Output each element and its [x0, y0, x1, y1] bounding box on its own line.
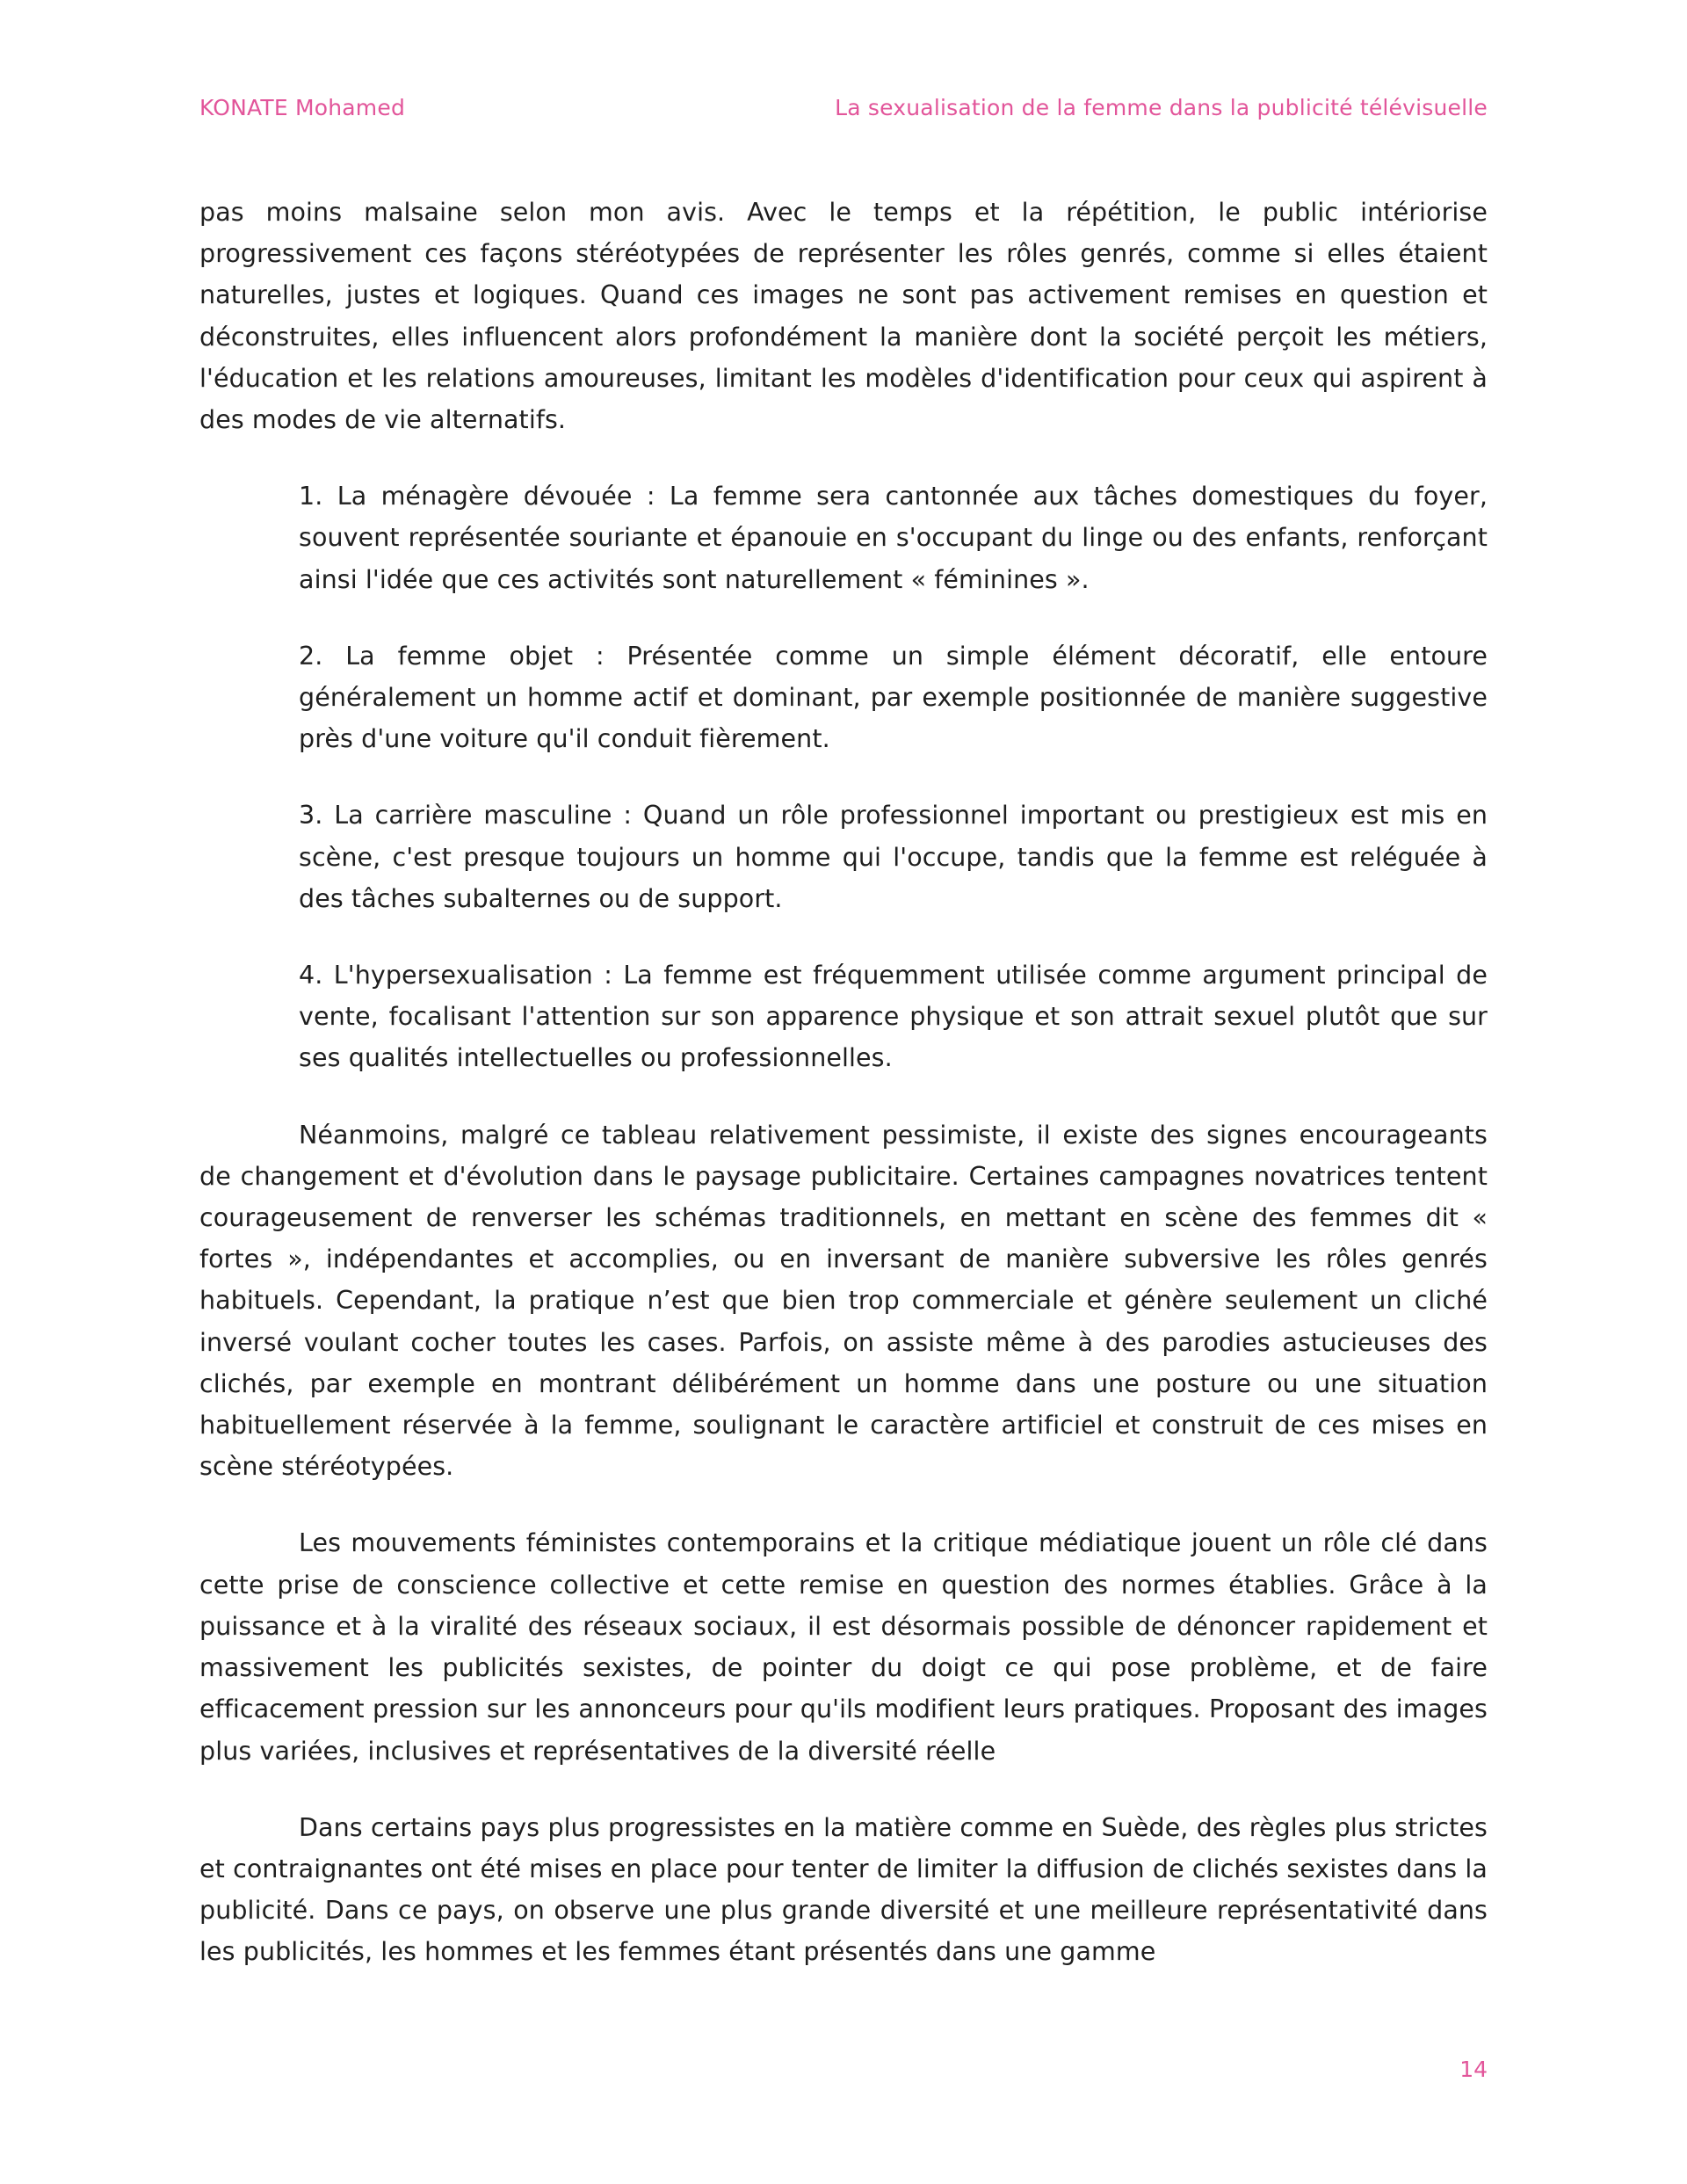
stereotype-list [299, 475, 1488, 1078]
page-body [199, 192, 1488, 1973]
list-item: 4. L'hypersexualisation : La femme est fréquemment utilisée comme argument principal de vente, focalisant l'attention sur son apparence physique et son attrait sexuel plutôt que sur ses qualités intellectuelles ou professionnelles. [299, 961, 1488, 1073]
list-item: 1. La ménagère dévouée : La femme sera cantonnée aux tâches domestiques du foyer, souvent représentée souriante et épanouie en s'occupant du linge ou des enfants, renforçant ainsi l'idée que ces activités sont naturellement « féminines ». [299, 482, 1488, 594]
intro-paragraph: pas moins malsaine selon mon avis. Avec le temps et la répétition, le public intériorise progressivement ces façons stéréotypées de représenter les rôles genrés, comme si elles étaient naturelles, justes et logiques. Quand ces images ne sont pas activement remises en question et déconstruites, elles influencent alors profondément la manière dont la société perçoit les métiers, l'éducation et les relations amoureuses, limitant les modèles d'identification pour ceux qui aspirent à des modes de vie alternatifs. [199, 198, 1488, 435]
paragraph-feminist-movements: Les mouvements féministes contemporains et la critique médiatique jouent un rôle clé dans cette prise de conscience collective et cette remise en question des normes établies. Grâce à la puissance et à la viralité des réseaux sociaux, il est désormais possible de dénoncer rapidement et massivement les publicités sexistes, de pointer du doigt ce qui pose problème, et de faire efficacement pression sur les annonceurs pour qu'ils modifient leurs pratiques. Proposant des images plus variées, inclusives et représentatives de la diversité réelle [199, 1528, 1488, 1766]
header-title: La sexualisation de la femme dans la publicité télévisuelle [835, 95, 1488, 120]
list-item: 3. La carrière masculine : Quand un rôle professionnel important ou prestigieux est mis en scène, c'est presque toujours un homme qui l'occupe, tandis que la femme est reléguée à des tâches subalternes ou de support. [299, 801, 1488, 913]
page-number: 14 [1459, 2057, 1488, 2082]
paragraph-sweden: Dans certains pays plus progressistes en la matière comme en Suède, des règles plus strictes et contraignantes ont été mises en place pour tenter de limiter la diffusion de clichés sexistes dans la publicité. Dans ce pays, on observe une plus grande diversité et une meilleure représentativité dans les publicités, les hommes et les femmes étant présentés dans une gamme [199, 1812, 1488, 1967]
header-author: KONATE Mohamed [199, 95, 406, 120]
page-header [199, 95, 1488, 120]
paragraph-change-signs: Néanmoins, malgré ce tableau relativement pessimiste, il existe des signes encourageants de changement et d'évolution dans le paysage publicitaire. Certaines campagnes novatrices tentent courageusement de renverser les schémas traditionnels, en mettant en scène des femmes dit « fortes », indépendantes et accomplies, ou en inversant de manière subversive les rôles genrés habituels. Cependant, la pratique n’est que bien trop commerciale et génère seulement un cliché inversé voulant cocher toutes les cases. Parfois, on assiste même à des parodies astucieuses des clichés, par exemple en montrant délibérément un homme dans une posture ou une situation habituellement réservée à la femme, soulignant le caractère artificiel et construit de ces mises en scène stéréotypées. [199, 1120, 1488, 1482]
list-item: 2. La femme objet : Présentée comme un simple élément décoratif, elle entoure généralement un homme actif et dominant, par exemple positionnée de manière suggestive près d'une voiture qu'il conduit fièrement. [299, 641, 1488, 754]
